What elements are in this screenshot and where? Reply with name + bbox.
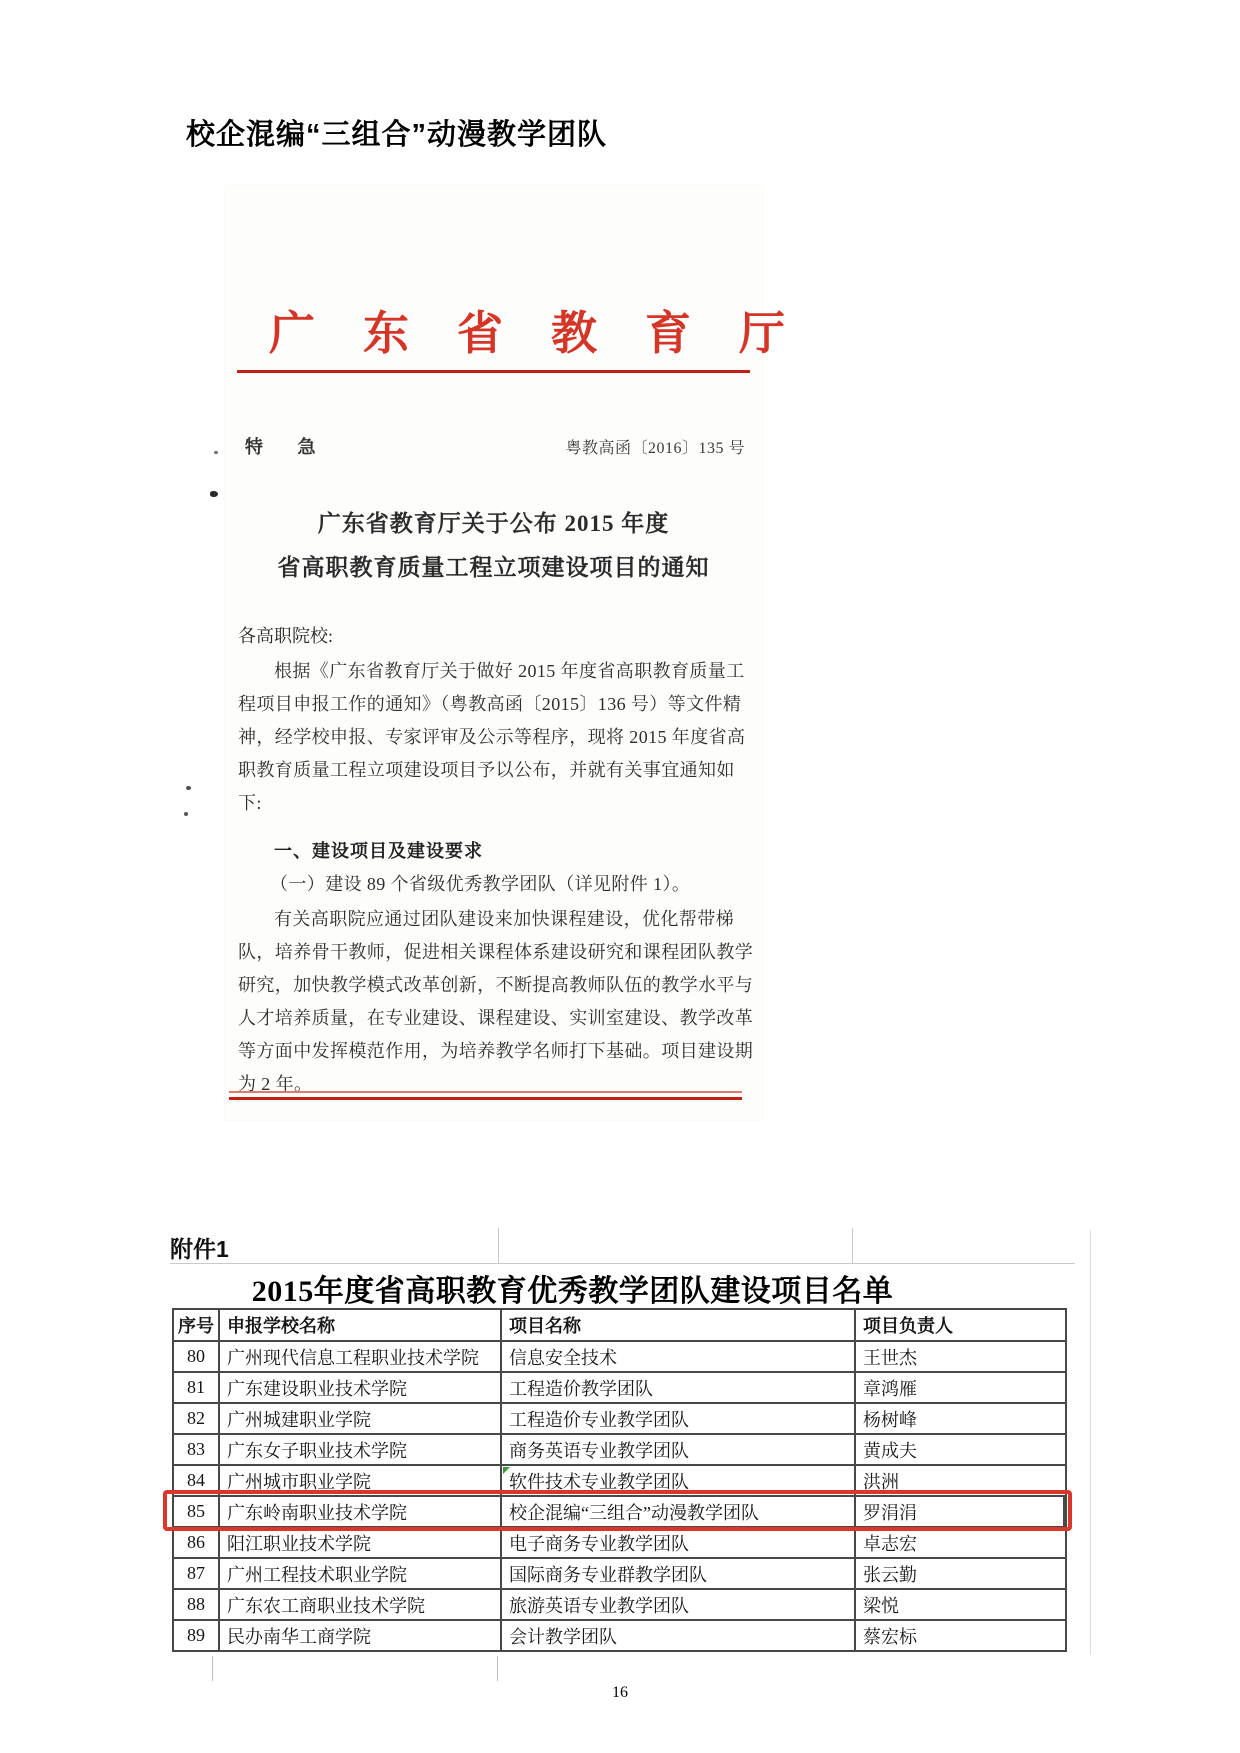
scan-text-line: 职教育质量工程立项建设项目予以公布，并就有关事宜通知如 — [238, 760, 735, 780]
cell-project: 工程造价专业教学团队 — [502, 1404, 856, 1433]
cell-school: 民办南华工商学院 — [220, 1621, 502, 1650]
cell-leader: 梁悦 — [863, 1595, 899, 1616]
table-row — [174, 1435, 1065, 1466]
page-number: 16 — [612, 1684, 628, 1701]
spreadsheet-gridline — [497, 1656, 498, 1681]
cell-school: 阳江职业技术学院 — [220, 1528, 502, 1557]
cell-serial: 86 — [174, 1528, 220, 1557]
bottom-divider — [229, 1091, 742, 1096]
column-header: 申报学校名称 — [220, 1310, 502, 1340]
table-row — [174, 1404, 1065, 1435]
cell-project: 信息安全技术 — [502, 1342, 856, 1371]
urgency-label: 特 急 — [245, 437, 331, 457]
cell-school: 广东建设职业技术学院 — [220, 1373, 502, 1402]
cell-serial: 84 — [174, 1466, 220, 1495]
scan-speck — [184, 812, 188, 816]
letterhead-divider — [237, 370, 750, 373]
table-row — [174, 1342, 1065, 1373]
spreadsheet-gridline — [498, 1228, 499, 1263]
cell-school: 广州城市职业学院 — [220, 1466, 502, 1495]
cell-leader: 洪洲 — [863, 1471, 899, 1492]
cell-project: 国际商务专业群教学团队 — [502, 1559, 856, 1588]
spreadsheet-gridline — [212, 1656, 213, 1681]
cell-school: 广东农工商职业技术学院 — [220, 1590, 502, 1619]
column-header: 序号 — [174, 1310, 220, 1340]
notice-title-line1: 广东省教育厅关于公布 2015 年度 — [317, 511, 670, 536]
section-heading: 一、建设项目及建设要求 — [274, 841, 483, 861]
cell-leader: 卓志宏 — [863, 1533, 917, 1554]
scan-text-line: 为 2 年。 — [238, 1074, 313, 1094]
cell-flag-triangle-icon — [503, 1467, 510, 1474]
paragraph-2 — [238, 903, 754, 1101]
scan-speck — [186, 786, 191, 790]
cell-leader: 张云勤 — [863, 1564, 917, 1585]
table-row — [174, 1590, 1065, 1621]
cell-leader: 章鸿雁 — [863, 1378, 917, 1399]
column-header: 项目名称 — [502, 1310, 856, 1340]
notice-title-line2: 省高职教育质量工程立项建设项目的通知 — [277, 555, 710, 580]
table-row — [174, 1559, 1065, 1590]
scan-text-line: 研究，加快教学模式改革创新，不断提高教师队伍的教学水平与 — [238, 975, 754, 995]
cell-serial: 87 — [174, 1559, 220, 1588]
cell-serial: 88 — [174, 1590, 220, 1619]
scan-text-line: 程项目申报工作的通知》（粤教高函〔2015〕136 号）等文件精 — [238, 694, 742, 714]
spreadsheet-gridline — [1090, 1230, 1091, 1655]
cell-serial: 85 — [174, 1497, 220, 1526]
cell-leader: 杨树峰 — [863, 1409, 917, 1430]
cell-leader: 罗涓涓 — [856, 1497, 1065, 1526]
page-title: 校企混编“三组合”动漫教学团队 — [186, 119, 608, 151]
cell-leader: 王世杰 — [863, 1347, 917, 1368]
cell-leader: 蔡宏标 — [863, 1626, 917, 1647]
letterhead-title: 广东省教育厅 — [269, 308, 833, 359]
cell-school: 广东女子职业技术学院 — [220, 1435, 502, 1464]
table-row — [174, 1497, 1065, 1528]
table-header-row — [174, 1310, 1065, 1342]
table-row — [174, 1621, 1065, 1650]
scan-text-line: 队，培养骨干教师，促进相关课程体系建设研究和课程团队教学 — [238, 942, 754, 962]
spreadsheet-gridline — [170, 1263, 1075, 1264]
cell-school: 广州工程技术职业学院 — [220, 1559, 502, 1588]
attachment-label: 附件1 — [170, 1236, 229, 1262]
salutation: 各高职院校: — [238, 626, 334, 646]
spreadsheet-gridline — [852, 1228, 853, 1263]
scan-text-line: 神，经学校申报、专家评审及公示等程序，现将 2015 年度省高 — [238, 727, 746, 747]
cell-project: 工程造价教学团队 — [502, 1373, 856, 1402]
scan-text-line: 人才培养质量，在专业建设、课程建设、实训室建设、教学改革 — [238, 1008, 754, 1028]
cell-project: 软件技术专业教学团队 — [502, 1466, 856, 1495]
table-row — [174, 1466, 1065, 1497]
scan-text-line: 有关高职院应通过团队建设来加快课程建设，优化帮带梯 — [274, 909, 734, 929]
paragraph-1 — [238, 655, 748, 820]
table-row — [174, 1373, 1065, 1404]
cell-project: 会计教学团队 — [502, 1621, 856, 1650]
cell-project: 旅游英语专业教学团队 — [502, 1590, 856, 1619]
scan-text-line: 根据《广东省教育厅关于做好 2015 年度省高职教育质量工 — [274, 661, 745, 681]
scan-text-line: 下: — [238, 793, 262, 813]
cell-serial: 89 — [174, 1621, 220, 1650]
cell-serial: 83 — [174, 1435, 220, 1464]
cell-project: 电子商务专业教学团队 — [502, 1528, 856, 1557]
cell-serial: 80 — [174, 1342, 220, 1371]
document-number: 粤教高函〔2016〕135 号 — [565, 440, 745, 457]
column-header: 项目负责人 — [863, 1316, 953, 1336]
item-line: （一）建设 89 个省级优秀教学团队（详见附件 1）。 — [270, 874, 691, 894]
scan-speck — [214, 451, 218, 454]
table-title: 2015年度省高职教育优秀教学团队建设项目名单 — [251, 1275, 894, 1308]
cell-project: 校企混编“三组合”动漫教学团队 — [502, 1497, 856, 1526]
scan-speck — [210, 491, 218, 497]
scan-text-line: 等方面中发挥模范作用，为培养教学名师打下基础。项目建设期 — [238, 1041, 754, 1061]
scanned-notice — [225, 185, 833, 1120]
cell-school: 广东岭南职业技术学院 — [220, 1497, 502, 1526]
cell-project: 商务英语专业教学团队 — [502, 1435, 856, 1464]
cell-school: 广州现代信息工程职业技术学院 — [220, 1342, 502, 1371]
cell-leader: 黄成夫 — [863, 1440, 917, 1461]
cell-serial: 82 — [174, 1404, 220, 1433]
project-table — [172, 1308, 1067, 1652]
table-row — [174, 1528, 1065, 1559]
cell-school: 广州城建职业学院 — [220, 1404, 502, 1433]
cell-serial: 81 — [174, 1373, 220, 1402]
